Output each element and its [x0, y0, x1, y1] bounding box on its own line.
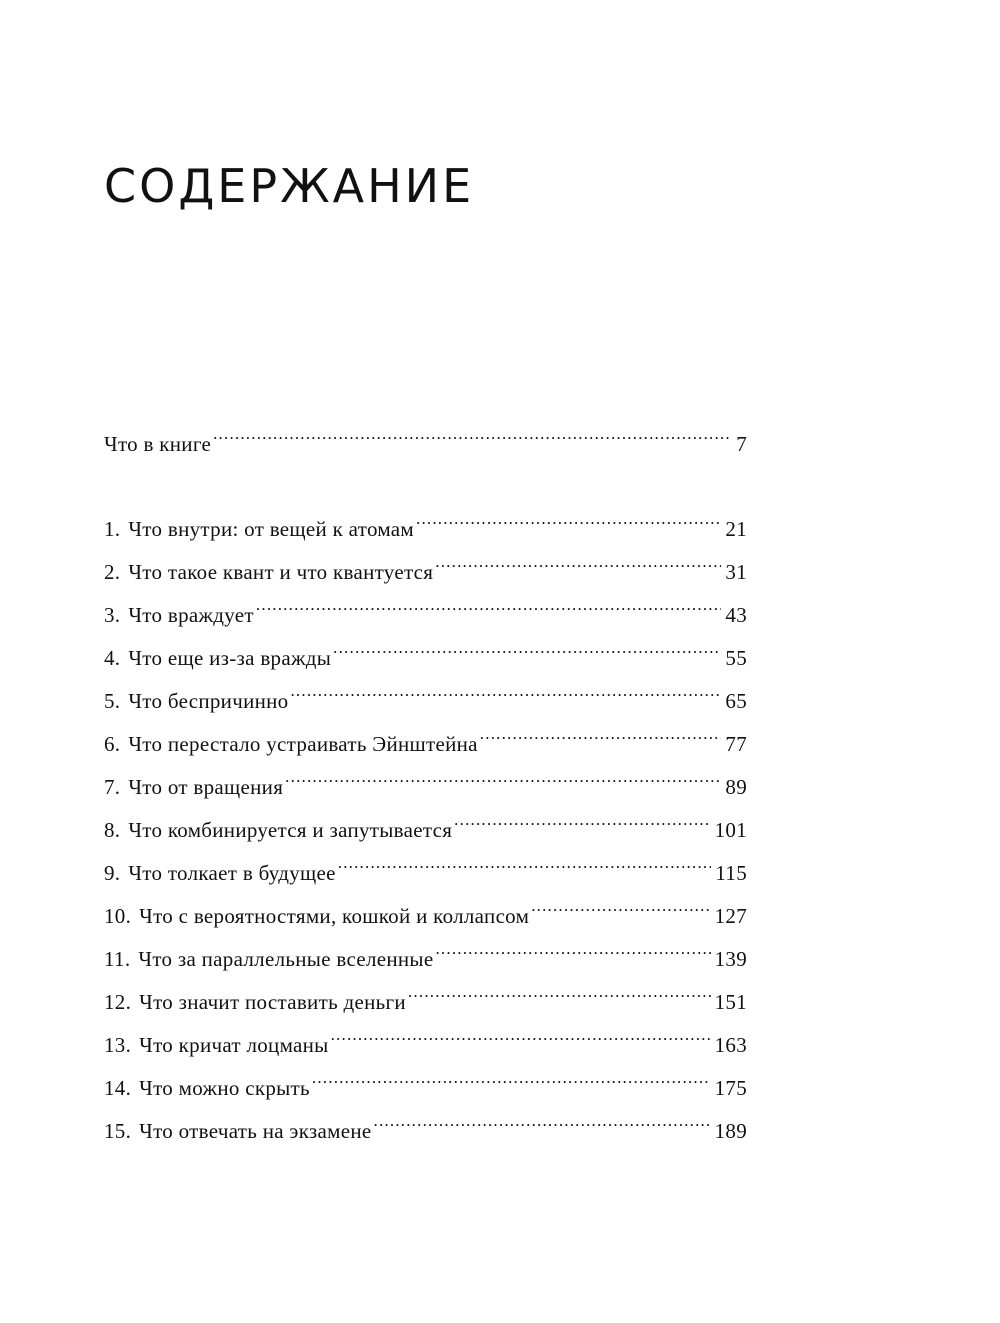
toc-entry-title: Что можно скрыть	[139, 1076, 310, 1100]
toc-entry-title: Что в книге	[104, 432, 212, 456]
toc-entry-page: 163	[714, 1033, 747, 1057]
chapter-number: 12.	[104, 990, 132, 1014]
toc-entry-title: Что отвечать на экзамене	[139, 1119, 372, 1143]
toc-entry-chapter	[104, 893, 747, 928]
chapter-number: 2.	[104, 560, 121, 584]
dot-leader	[374, 1108, 711, 1138]
dot-leader	[213, 421, 732, 451]
dot-leader	[416, 506, 721, 536]
toc-entry-title: Что враждует	[128, 603, 254, 627]
toc-entry-chapter	[104, 1022, 747, 1057]
chapter-number: 13.	[104, 1033, 132, 1057]
dot-leader	[331, 1022, 711, 1052]
toc-entry-title: Что еще из-за вражды	[128, 646, 332, 670]
toc-entry-page: 43	[725, 603, 747, 627]
dot-leader	[408, 979, 711, 1009]
toc-entry-title: Что внутри: от вещей к атомам	[128, 517, 414, 541]
page-title: СОДЕРЖАНИЕ	[104, 159, 475, 213]
toc-entry-title: Что комбинируется и запутывается	[128, 818, 453, 842]
toc-entry-page: 77	[725, 732, 747, 756]
dot-leader	[531, 893, 710, 923]
toc-entry-page: 89	[725, 775, 747, 799]
chapter-number: 15.	[104, 1119, 132, 1143]
toc-entry-title: Что кричат лоцманы	[139, 1033, 329, 1057]
toc-entry-title: Что значит поставить деньги	[139, 990, 406, 1014]
dot-leader	[338, 850, 712, 880]
toc-entry-page: 101	[714, 818, 747, 842]
toc-entry-title: Что от вращения	[128, 775, 284, 799]
toc-entry-chapter	[104, 979, 747, 1014]
toc-entry-page: 65	[725, 689, 747, 713]
toc-entry-chapter	[104, 850, 747, 885]
chapter-number: 8.	[104, 818, 121, 842]
chapter-number: 9.	[104, 861, 121, 885]
chapter-number: 3.	[104, 603, 121, 627]
chapter-number: 1.	[104, 517, 121, 541]
toc-entry-chapter	[104, 678, 747, 713]
toc-entry-page: 139	[714, 947, 747, 971]
dot-leader	[290, 678, 721, 708]
toc-entry-intro	[104, 421, 747, 456]
dot-leader	[333, 635, 721, 665]
toc-entry-chapter	[104, 721, 747, 756]
dot-leader	[312, 1065, 711, 1095]
chapter-number: 4.	[104, 646, 121, 670]
toc-entry-page: 127	[714, 904, 747, 928]
toc-entry-title: Что беспричинно	[128, 689, 289, 713]
toc-entry-title: Что с вероятностями, кошкой и коллапсом	[139, 904, 530, 928]
toc-entry-chapter	[104, 506, 747, 541]
dot-leader	[435, 936, 710, 966]
dot-leader	[285, 764, 721, 794]
toc-entry-page: 175	[714, 1076, 747, 1100]
toc-entry-title: Что перестало устраивать Эйнштейна	[128, 732, 478, 756]
chapter-number: 10.	[104, 904, 132, 928]
toc-entry-chapter	[104, 592, 747, 627]
toc-entry-title: Что такое квант и что квантуется	[128, 560, 434, 584]
dot-leader	[256, 592, 721, 622]
toc-entry-chapter	[104, 635, 747, 670]
toc-entry-chapter	[104, 936, 747, 971]
dot-leader	[480, 721, 722, 751]
toc-entry-page: 151	[714, 990, 747, 1014]
toc-entry-chapter	[104, 549, 747, 584]
toc-entry-page: 7	[736, 432, 747, 456]
chapter-number: 6.	[104, 732, 121, 756]
toc-entry-page: 115	[715, 861, 747, 885]
chapter-number: 14.	[104, 1076, 132, 1100]
toc-entry-title: Что за параллельные вселенные	[138, 947, 434, 971]
toc-entry-chapter	[104, 1065, 747, 1100]
toc-entry-chapter	[104, 807, 747, 842]
chapter-number: 7.	[104, 775, 121, 799]
chapter-number: 5.	[104, 689, 121, 713]
toc-entry-chapter	[104, 764, 747, 799]
toc-entry-title: Что толкает в будущее	[128, 861, 336, 885]
toc-entry-page: 55	[725, 646, 747, 670]
toc-entry-page: 21	[725, 517, 747, 541]
toc-entry-page: 31	[725, 560, 747, 584]
toc-entry-chapter	[104, 1108, 747, 1143]
chapter-number: 11.	[104, 947, 131, 971]
dot-leader	[435, 549, 721, 579]
dot-leader	[454, 807, 710, 837]
toc-entry-page: 189	[714, 1119, 747, 1143]
